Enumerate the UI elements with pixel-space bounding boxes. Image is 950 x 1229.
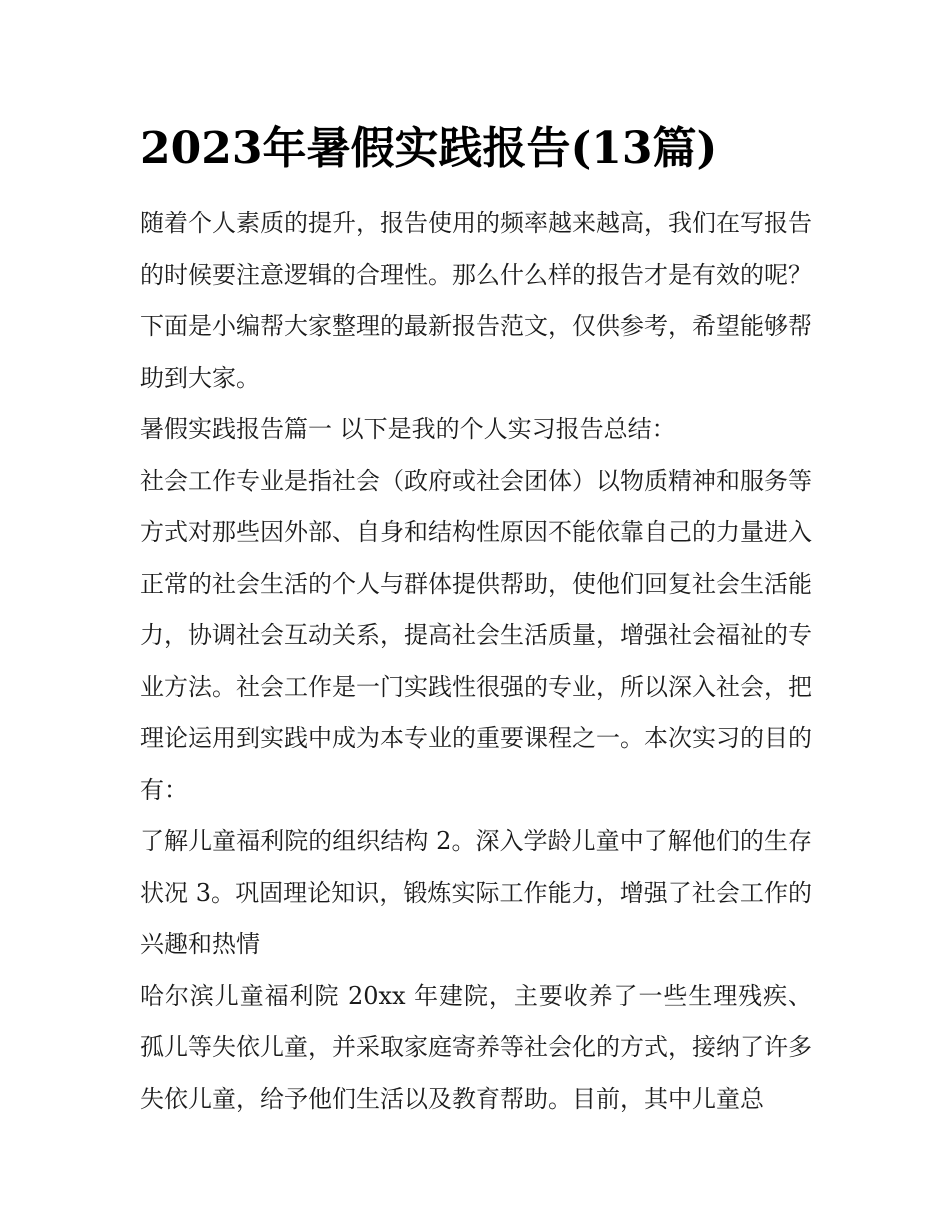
social-work-paragraph: 社会工作专业是指社会（政府或社会团体）以物质精神和服务等方式对那些因外部、自身和结构性原因不能依靠自己的力量进入正常的社会生活的个人与群体提供帮助，使他们回复社会生活能力，协调社会互动关系，提高社会生活质量，增强社会福祉的专业方法。社会工作是一门实践性很强的专业，所以深入社会，把理论运用到实践中成为本专业的重要课程之一。本次实习的目的有：	[140, 466, 812, 804]
document-title: 2023年暑假实践报告(13篇)	[140, 123, 718, 174]
section-heading-paragraph: 暑假实践报告篇一 以下是我的个人实习报告总结：	[140, 415, 676, 443]
objectives-paragraph: 了解儿童福利院的组织结构 2。深入学龄儿童中了解他们的生存状况 3。巩固理论知识，锻炼实际工作能力，增强了社会工作的兴趣和热情	[140, 827, 812, 958]
intro-paragraph: 随着个人素质的提升，报告使用的频率越来越高，我们在写报告的时候要注意逻辑的合理性。那么什么样的报告才是有效的呢？下面是小编帮大家整理的最新报告范文，仅供参考，希望能够帮助到大家。	[140, 209, 812, 392]
welfare-home-paragraph: 哈尔滨儿童福利院 20xx 年建院，主要收养了一些生理残疾、孤儿等失依儿童，并采取家庭寄养等社会化的方式，接纳了许多失依儿童，给予他们生活以及教育帮助。目前，其中儿童总	[140, 981, 812, 1113]
document-body	[140, 118, 812, 1125]
